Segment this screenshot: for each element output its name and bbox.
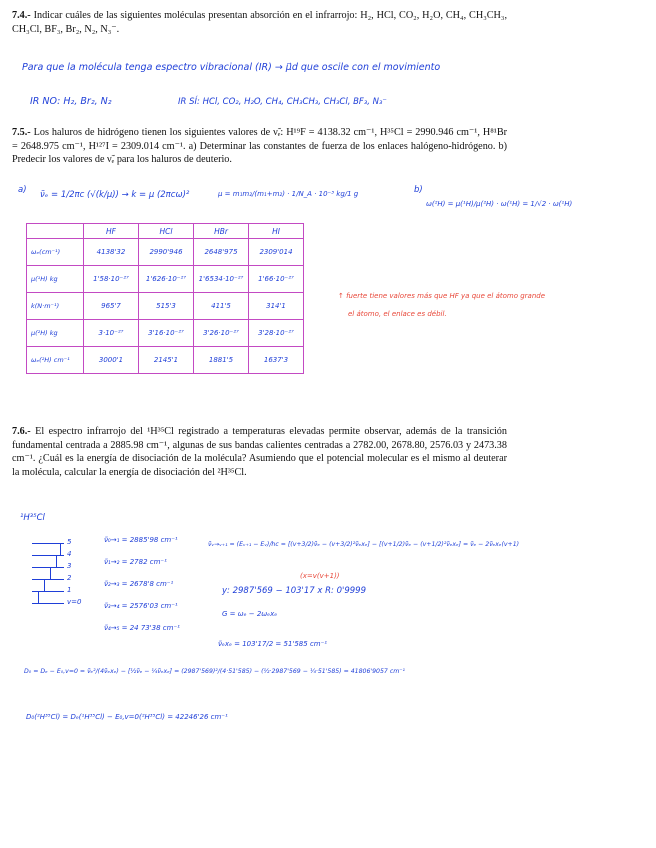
transition-arrow [56, 555, 57, 567]
handwritten-label-a: a) [18, 185, 27, 195]
table-cell: 2990'946 [139, 239, 194, 266]
problem-text: Los haluros de hidrógeno tienen los siguientes valores de ν̃ₑ: H¹⁹F = 4138.32 cm⁻¹, H³⁵Cl = 2990.946 cm⁻¹, H⁸¹Br = 2648.975 cm⁻¹, H¹²⁷I = 2309.014 cm⁻¹. a) Determinar las constantes de fuerza de los enlaces halógeno-hidrógeno. b) Predecir los valores de ν̃ₑ para los haluros de deuterio. [12, 127, 508, 166]
table-cell: 4138'32 [84, 239, 139, 266]
table-cell: 1881'5 [194, 347, 249, 374]
table-row [27, 293, 304, 320]
table-cell: 1'6534·10⁻²⁷ [194, 266, 249, 293]
energy-level [32, 591, 64, 592]
handwritten-fit-variables: G = ωₑ − 2ωₑxₑ [222, 610, 278, 618]
handwritten-label-b: b) [414, 185, 423, 195]
table-cell: 2309'014 [249, 239, 304, 266]
column-header: HF [84, 224, 139, 239]
table-header-row [27, 224, 304, 239]
handwritten-anharmonicity: ν̃ₑxₑ = 103'17/2 = 51'585 cm⁻¹ [218, 640, 328, 648]
table-row [27, 320, 304, 347]
table-cell: 411'5 [194, 293, 249, 320]
table-row [27, 239, 304, 266]
level-label: 2 [67, 574, 72, 582]
handwritten-note-line2: el átomo, el enlace es débil. [348, 310, 447, 318]
transition-arrow [60, 543, 61, 555]
transition-arrow [38, 591, 39, 603]
handwritten-force-constant-eq: ν̃ₑ = 1/2πc (√(k/μ)) → k = μ (2πcω)² [40, 190, 190, 200]
table-cell: 3'26·10⁻²⁷ [194, 320, 249, 347]
level-label: 4 [67, 550, 72, 558]
problem-7-6 [12, 425, 507, 479]
energy-level [32, 579, 64, 580]
column-header: HCl [139, 224, 194, 239]
results-table [26, 223, 304, 374]
energy-level [32, 603, 64, 604]
problem-7-4 [12, 9, 507, 36]
problem-text: Indicar cuáles de las siguientes moléculas presentan absorción en el infrarrojo: H₂, HCl, CO₂, H₂O, CH₄, CH₃CH₃, CH₃Cl, BF₃, Br₂, N₂, N₃⁻. [12, 10, 507, 35]
handwritten-ir-condition: Para que la molécula tenga espectro vibracional (IR) → μ⃗d que oscile con el movimiento [22, 62, 441, 73]
table-cell: 3'16·10⁻²⁷ [139, 320, 194, 347]
handwritten-ir-si: IR SÍ: HCl, CO₂, H₂O, CH₄, CH₃CH₃, CH₃Cl, BF₃, N₃⁻ [178, 97, 387, 107]
table-cell: 3·10⁻²⁷ [84, 320, 139, 347]
table-cell: 3'28·10⁻²⁷ [249, 320, 304, 347]
problem-number: 7.6.- [12, 426, 31, 437]
handwritten-linear-fit: y: 2987'569 − 103'17 x R: 0'9999 [222, 586, 366, 596]
transition-arrow [50, 567, 51, 579]
level-label: 1 [67, 586, 72, 594]
row-header: k(N·m⁻¹) [27, 293, 84, 320]
handwritten-dissociation-energy: D₀ = Dₑ − E₀,v=0 = ν̃ₑ²/(4ν̃ₑxₑ) − [½ν̃ₑ − ¼ν̃ₑxₑ] = (2987'569)²/(4·51'585) − (½·2987'569 − ¼·51'585) = 41806'9057 cm⁻¹ [24, 668, 406, 675]
table-cell: 1637'3 [249, 347, 304, 374]
transition-value: ν̃₄→₅ = 24 73'38 cm⁻¹ [104, 624, 180, 632]
problem-7-5 [12, 126, 507, 167]
handwritten-x-definition: (x=v(v+1)) [300, 572, 340, 580]
row-header: ωₑ(²H) cm⁻¹ [27, 347, 84, 374]
handwritten-deuterium-eq: ω(²H) = μ(¹H)/μ(²H) · ω(¹H) = 1/√2 · ω(¹H) [426, 200, 573, 208]
table-cell: 515'3 [139, 293, 194, 320]
row-header: μ(¹H) kg [27, 266, 84, 293]
table-cell: 2648'975 [194, 239, 249, 266]
table-cell: 2145'1 [139, 347, 194, 374]
level-label: v=0 [67, 598, 82, 606]
level-label: 3 [67, 562, 72, 570]
transition-value: ν̃₂→₃ = 2678'8 cm⁻¹ [104, 580, 174, 588]
table-corner [27, 224, 84, 239]
column-header: HBr [194, 224, 249, 239]
handwritten-reduced-mass-eq: μ = m₁m₂/(m₁+m₂) · 1/N_A · 10⁻³ kg/1 g [218, 190, 359, 198]
problem-number: 7.4.- [12, 10, 31, 21]
transition-value: ν̃₁→₂ = 2782 cm⁻¹ [104, 558, 167, 566]
table-cell: 3000'1 [84, 347, 139, 374]
energy-level [32, 567, 64, 568]
transition-arrow [44, 579, 45, 591]
problem-text: El espectro infrarrojo del ¹H³⁵Cl registrado a temperaturas elevadas permite observar, además de la transición fundamental centrada a 2885.98 cm⁻¹, algunas de sus bandas calientes centradas a 2782.00, 2678.80, 2576.03 y 2473.38 cm⁻¹. ¿Cuál es la energía de disociación de la molécula? Asumiendo que el potencial molecular es el mismo al deuterar la molécula, calcular la energía de disociación del ²H³⁵Cl. [12, 426, 507, 478]
table-cell: 314'1 [249, 293, 304, 320]
table-row [27, 347, 304, 374]
handwritten-note-line1: ↑ fuerte tiene valores más que HF ya que el átomo grande [338, 292, 546, 300]
table-cell: 1'66·10⁻²⁷ [249, 266, 304, 293]
level-label: 5 [67, 538, 72, 546]
handwritten-ir-no: IR NO: H₂, Br₂, N₂ [30, 96, 112, 107]
handwritten-transition-formula: ν̃ᵥ→ᵥ₊₁ = (Eᵥ₊₁ − Eᵥ)/hc = [(v+3/2)ν̃ₑ − (v+3/2)²ν̃ₑxₑ] − [(v+1/2)ν̃ₑ − (v+1/2)²ν̃ₑxₑ] = ν̃ₑ − 2ν̃ₑxₑ(v+1) [208, 541, 520, 548]
column-header: HI [249, 224, 304, 239]
transition-value: ν̃₃→₄ = 2576'03 cm⁻¹ [104, 602, 178, 610]
handwritten-dissociation-deuterium: D₀(²H³⁵Cl) = Dₑ(¹H³⁵Cl) − E₀,v=0(²H³⁵Cl) = 42246'26 cm⁻¹ [26, 713, 228, 721]
table-cell: 1'626·10⁻²⁷ [139, 266, 194, 293]
row-header: μ(²H) kg [27, 320, 84, 347]
table-row [27, 266, 304, 293]
table-cell: 965'7 [84, 293, 139, 320]
table-cell: 1'58·10⁻²⁷ [84, 266, 139, 293]
row-header: ωₑ(cm⁻¹) [27, 239, 84, 266]
transition-value: ν̃₀→₁ = 2885'98 cm⁻¹ [104, 536, 178, 544]
problem-number: 7.5.- [12, 127, 31, 138]
handwritten-molecule-title: ¹H³⁵Cl [20, 513, 45, 523]
energy-level [32, 555, 64, 556]
